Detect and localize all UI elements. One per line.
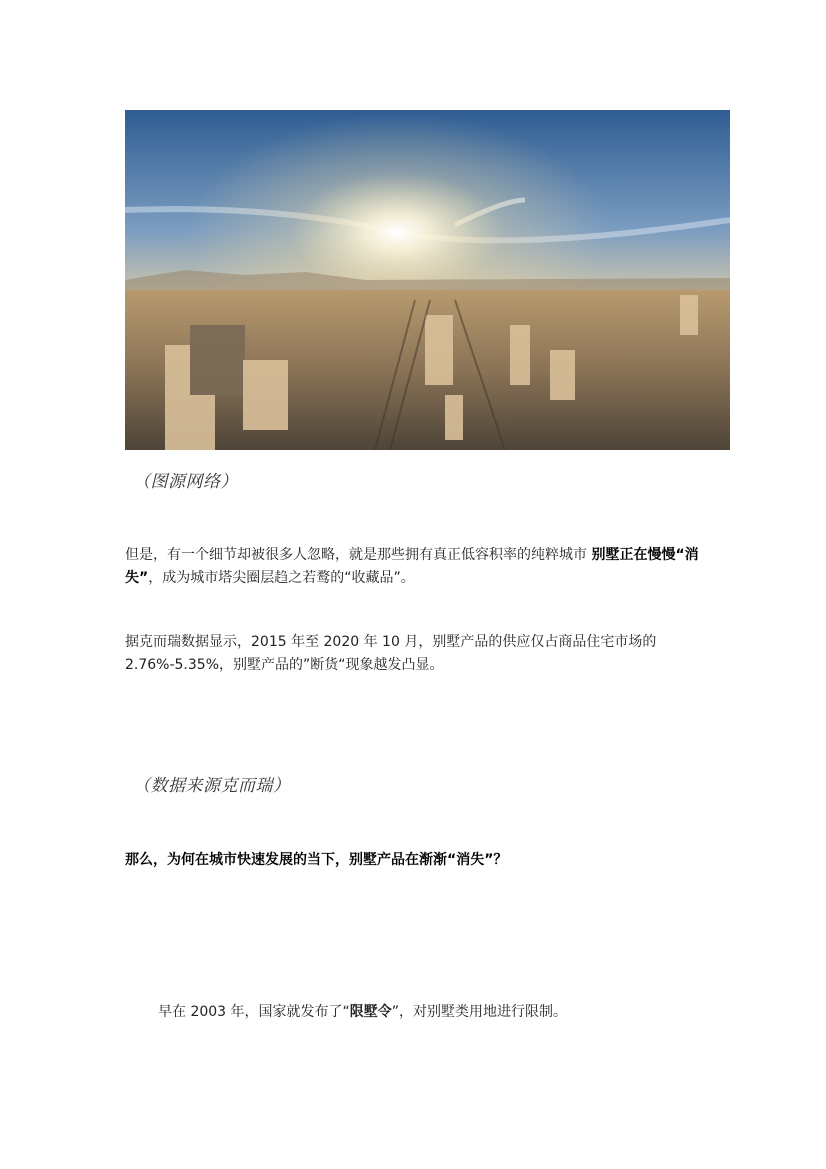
emphasis-text: 别墅正在慢慢“消失” (125, 547, 699, 586)
data-source-caption: （数据来源克而瑞） (133, 776, 291, 796)
city-skyline-photo (125, 110, 730, 450)
paragraph-cric-data: 据克而瑞数据显示，2015 年至 2020 年 10 月，别墅产品的供应仅占商品住宅市场的 2.76%-5.35%，别墅产品的”断货“现象越发凸显。 (125, 634, 657, 673)
paragraph-text: 早在 2003 年，国家就发布了“ (158, 1004, 350, 1020)
paragraph-text: ”，对别墅类用地进行限制。 (391, 1004, 568, 1020)
paragraph-villa-restriction (158, 1001, 567, 1021)
image-caption: （图源网络） (133, 472, 238, 492)
section-heading: 那么，为何在城市快速发展的当下，别墅产品在渐渐“消失”？ (125, 852, 508, 868)
emphasis-text: 限墅令 (349, 1004, 392, 1020)
paragraph-text: 但是，有一个细节却被很多人忽略，就是那些拥有真正低容积率的纯粹城市 (125, 547, 592, 563)
paragraph-text: ，成为城市塔尖圈层趋之若鹜的“收藏品”。 (148, 570, 415, 586)
paragraph-villa-disappearing (125, 544, 715, 590)
